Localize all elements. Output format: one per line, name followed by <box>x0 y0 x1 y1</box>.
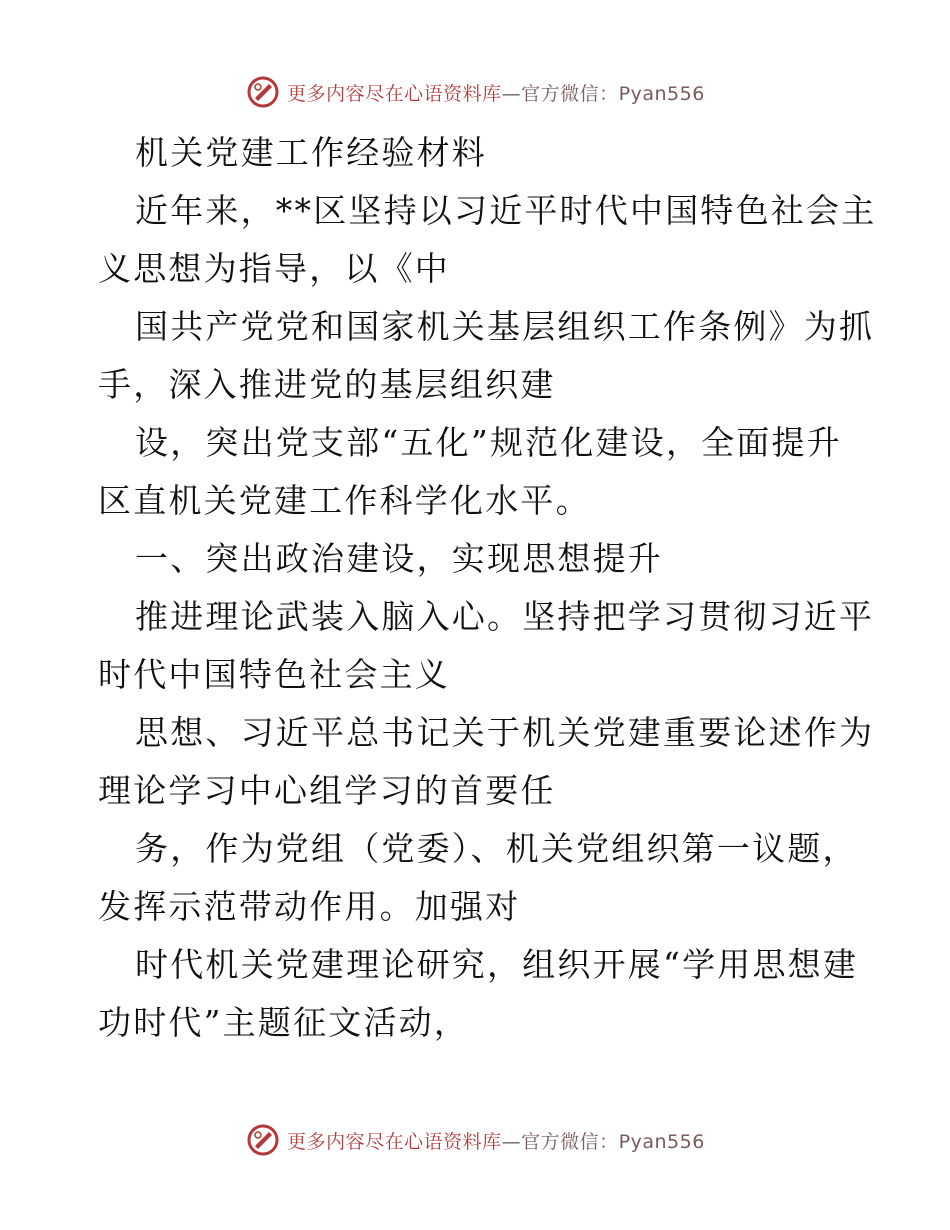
brand-logo-icon <box>245 1122 281 1158</box>
footer-banner <box>0 1120 950 1160</box>
paragraph-line: 功时代”主题征文活动， <box>98 1003 470 1042</box>
banner-contact-text: 官方微信：Pyan556 <box>521 1130 705 1153</box>
document-body <box>98 124 877 1052</box>
paragraph-line: 推进理论武装入脑入心。坚持把学习贯彻习近平 <box>135 597 875 636</box>
paragraph-line: 时代中国特色社会主义 <box>98 655 450 694</box>
paragraph-line: 时代机关党建理论研究，组织开展“学用思想建 <box>135 945 859 984</box>
banner-contact-text: 官方微信：Pyan556 <box>521 82 705 105</box>
paragraph-line: 国共产党党和国家机关基层组织工作条例》为抓 <box>135 307 875 346</box>
paragraph-line: 义思想为指导，以《中 <box>98 249 450 288</box>
paragraph-line: 务，作为党组（党委）、机关党组织第一议题， <box>135 829 858 868</box>
document-title: 机关党建工作经验材料 <box>135 133 487 172</box>
header-banner <box>0 72 950 112</box>
paragraph-line: 发挥示范带动作用。加强对 <box>98 887 521 926</box>
paragraph-line: 思想、习近平总书记关于机关党建重要论述作为 <box>135 713 875 752</box>
paragraph-line: 手，深入推进党的基层组织建 <box>98 365 556 404</box>
banner-separator: — <box>501 1130 522 1153</box>
brand-logo-icon <box>245 74 281 110</box>
paragraph-line: 设，突出党支部“五化”规范化建设，全面提升 <box>135 423 842 462</box>
banner-main-text: 更多内容尽在心语资料库 <box>287 1130 502 1153</box>
section-heading: 一、突出政治建设，实现思想提升 <box>135 539 663 578</box>
paragraph-line: 区直机关党建工作科学化水平。 <box>98 481 591 520</box>
paragraph-line: 理论学习中心组学习的首要任 <box>98 771 556 810</box>
banner-main-text: 更多内容尽在心语资料库 <box>287 82 502 105</box>
banner-text <box>287 1127 705 1154</box>
banner-separator: — <box>501 82 522 105</box>
paragraph-line: 近年来，**区坚持以习近平时代中国特色社会主 <box>135 191 877 230</box>
banner-text <box>287 79 705 106</box>
